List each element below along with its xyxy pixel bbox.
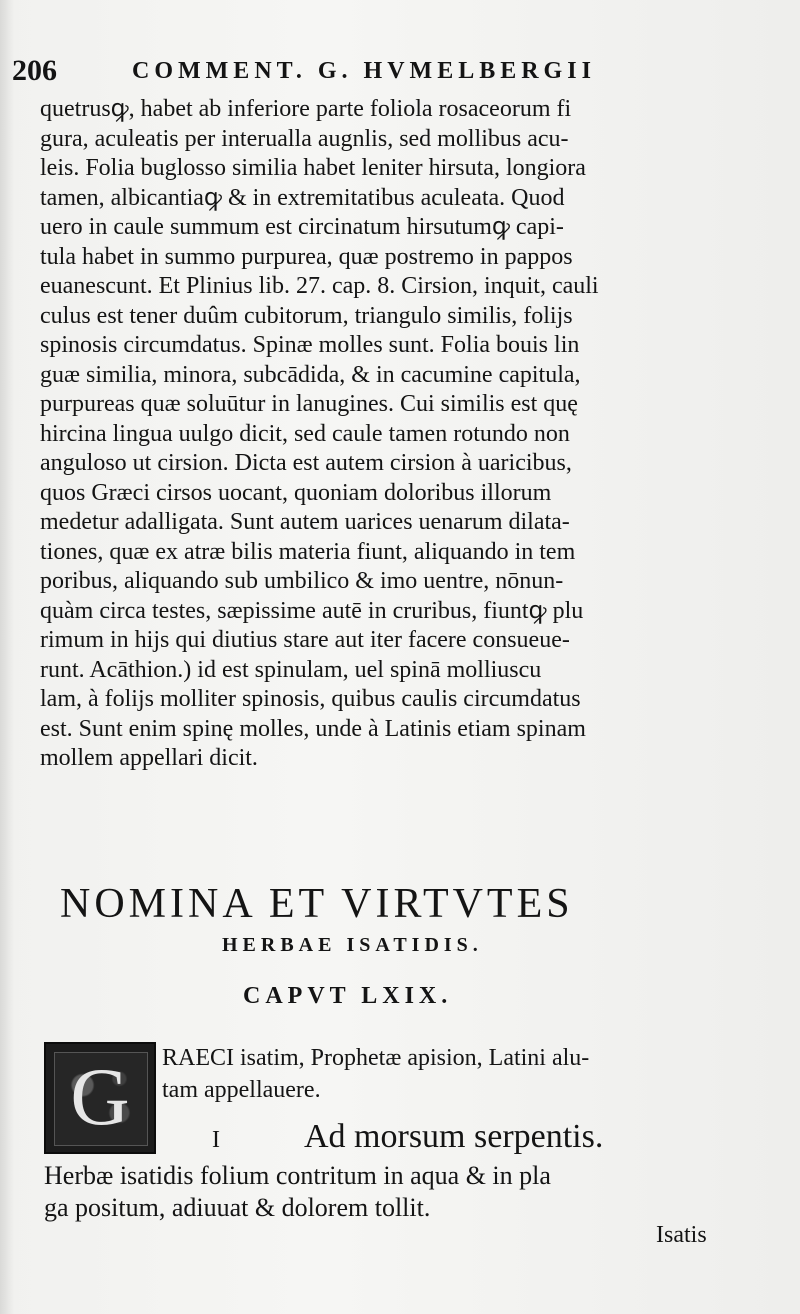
commentary-text xyxy=(40,95,740,774)
text-line: tula habet in summo purpurea, quæ postremo in pappos xyxy=(40,243,573,270)
text-line: quetrusꝙ, habet ab inferiore parte foliola rosaceorum fi xyxy=(40,96,572,122)
text-line: ga positum, adiuuat & dolorem tollit. xyxy=(44,1193,431,1222)
text-line: runt. Acāthion.) id est spinulam, uel spinā molliuscu xyxy=(40,656,542,683)
text-line: mollem appellari dicit. xyxy=(40,745,258,771)
rubric-number: I xyxy=(212,1127,220,1153)
text-line: purpureas quæ soluūtur in lanugines. Cui similis est quę xyxy=(40,391,578,417)
text-line: euanescunt. Et Plinius lib. 27. cap. 8. Cirsion, inquit, cauli xyxy=(40,273,599,299)
page-gutter-shadow xyxy=(0,0,14,1314)
text-line: lam, à folijs molliter spinosis, quibus caulis circumdatus xyxy=(40,686,581,712)
text-line: uero in caule summum est circinatum hirsutumꝙ capi- xyxy=(40,214,564,240)
text-line: rimum in hijs qui diutius stare aut iter facere consueue- xyxy=(40,627,570,653)
text-line: medetur adalligata. Sunt autem uarices uenarum dilata- xyxy=(40,509,570,535)
catchword: Isatis xyxy=(656,1222,707,1248)
text-line: RAECI isatim, Prophetæ apision, Latini alu- xyxy=(162,1045,590,1071)
text-line: est. Sunt enim spinę molles, unde à Latinis etiam spinam xyxy=(40,715,586,742)
text-line: Herbæ isatidis folium contritum in aqua & in pla xyxy=(44,1161,551,1190)
text-line: guæ similia, minora, subcādida, & in cacumine capitula, xyxy=(40,361,581,388)
chapter-label: CAPVT LXIX. xyxy=(243,983,453,1009)
text-line: gura, aculeatis per interualla augnlis, sed mollibus acu- xyxy=(40,125,569,152)
remedy-rubric xyxy=(212,1118,603,1156)
page-number: 206 xyxy=(12,54,57,87)
initial-letter: G xyxy=(70,1051,130,1142)
text-line: hircina lingua uulgo dicit, sed caule tamen rotundo non xyxy=(40,420,570,447)
page-header xyxy=(12,54,752,94)
remedy-text xyxy=(44,1160,744,1224)
rubric-text: Ad morsum serpentis. xyxy=(304,1118,604,1155)
section-heading: NOMINA ET VIRTVTES xyxy=(60,881,574,927)
text-line: anguloso ut cirsion. Dicta est autem cirsion à uaricibus, xyxy=(40,450,572,476)
text-line: tamen, albicantiaꝙ & in extremitatibus aculeata. Quod xyxy=(40,184,565,211)
text-line: quos Græci cirsos uocant, quoniam doloribus illorum xyxy=(40,479,552,506)
section-subheading: HERBAE ISATIDIS. xyxy=(222,934,483,956)
decorated-initial xyxy=(44,1042,156,1154)
text-line: culus est tener duûm cubitorum, triangulo similis, folijs xyxy=(40,302,573,329)
running-title: COMMENT. G. HVMELBERGII xyxy=(132,58,596,84)
text-line: tiones, quæ ex atræ bilis materia fiunt, aliquando in tem xyxy=(40,538,576,565)
text-line: quàm circa testes, sæpissime autē in cruribus, fiuntꝙ plu xyxy=(40,597,584,624)
text-line: spinosis circumdatus. Spinæ molles sunt. Folia bouis lin xyxy=(40,332,580,358)
chapter-opening xyxy=(162,1042,722,1106)
text-line: poribus, aliquando sub umbilico & imo uentre, nōnun- xyxy=(40,568,564,594)
text-line: leis. Folia buglosso similia habet leniter hirsuta, longiora xyxy=(40,155,586,181)
text-line: tam appellauere. xyxy=(162,1077,321,1103)
